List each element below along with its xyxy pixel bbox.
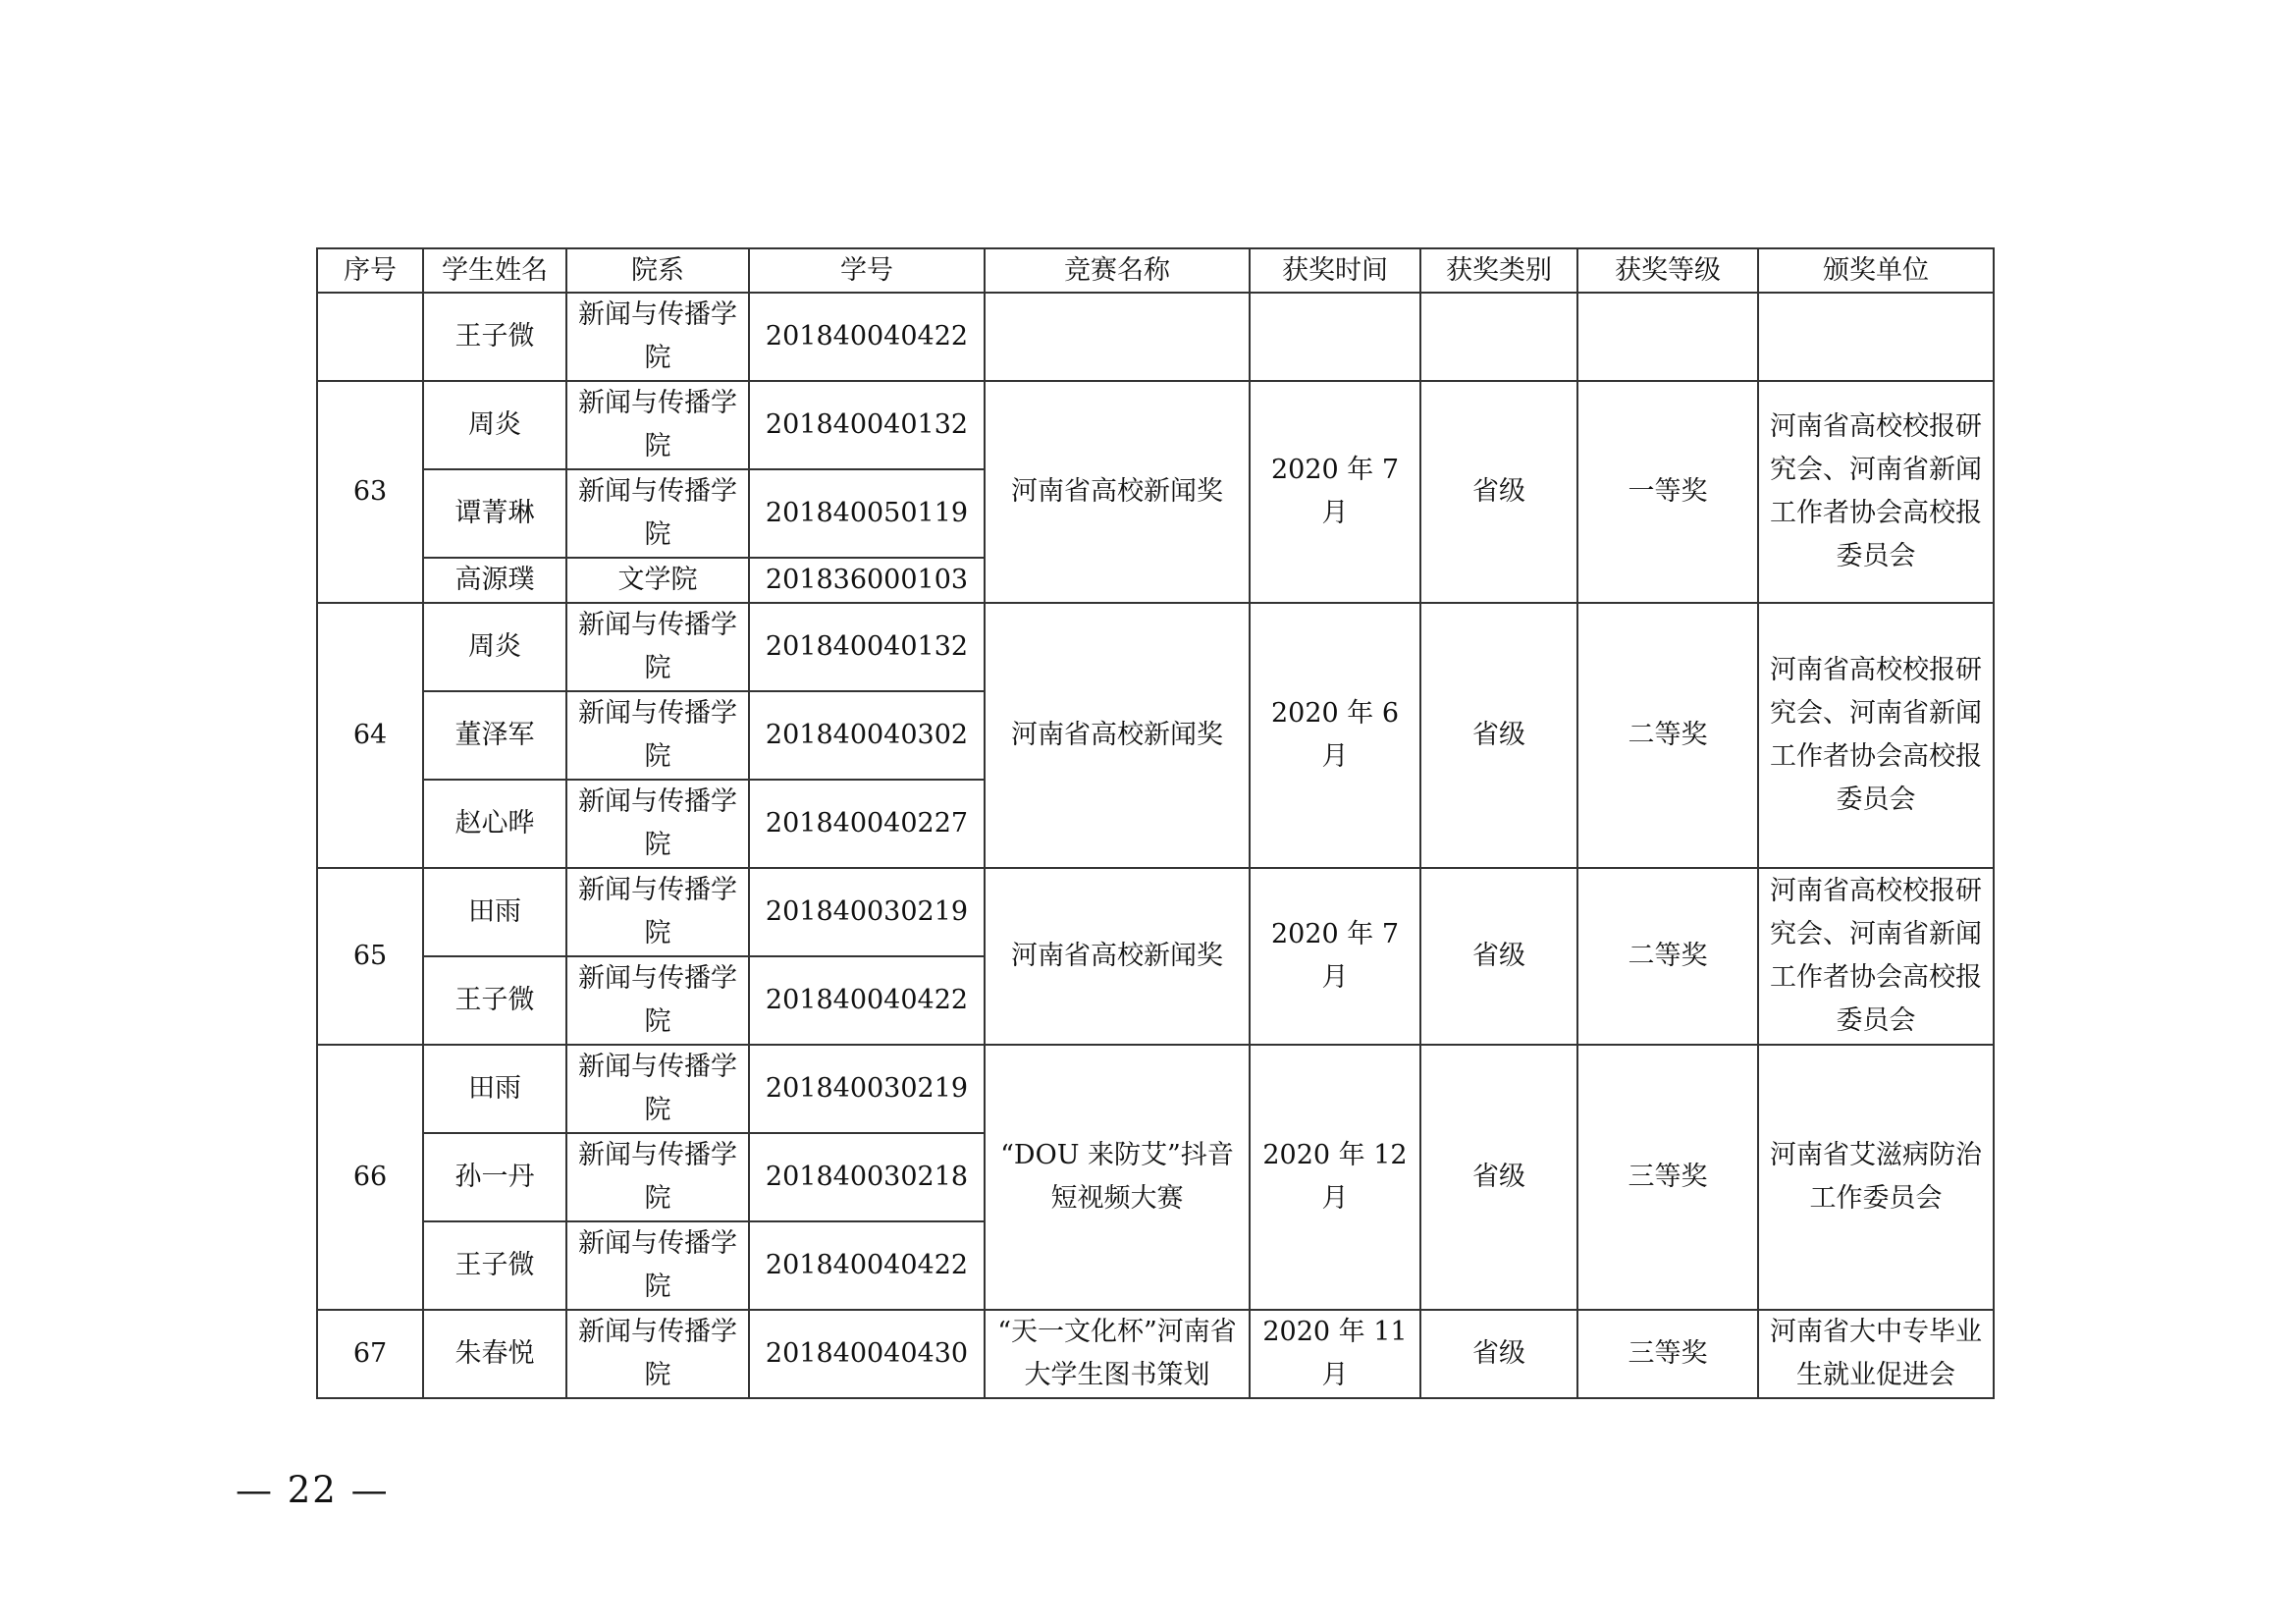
time-cell: 2020 年 7 月 [1250,868,1420,1045]
issuer-cell: 河南省高校校报研究会、河南省新闻工作者协会高校报委员会 [1758,603,1994,868]
issuer-cell: 河南省大中专毕业生就业促进会 [1758,1310,1994,1398]
level-cell: 二等奖 [1577,868,1758,1045]
name-cell: 赵心晔 [423,780,566,868]
table-row [317,603,1994,691]
seq-cell [317,293,423,381]
competition-cell: 河南省高校新闻奖 [985,868,1250,1045]
dept-cell: 新闻与传播学院 [566,956,749,1045]
table-row [317,1310,1994,1398]
name-cell: 谭菁琳 [423,469,566,558]
header-student-id: 学号 [749,248,985,293]
award-table [316,247,1995,1399]
id-cell: 201840040227 [749,780,985,868]
dept-cell: 文学院 [566,558,749,603]
name-cell: 田雨 [423,1045,566,1133]
id-cell: 201840050119 [749,469,985,558]
page-number: — 22 — [236,1469,390,1511]
dept-cell: 新闻与传播学院 [566,1221,749,1310]
time-cell: 2020 年 12 月 [1250,1045,1420,1310]
table-row [317,1045,1994,1133]
dept-cell: 新闻与传播学院 [566,868,749,956]
header-student-name: 学生姓名 [423,248,566,293]
header-department: 院系 [566,248,749,293]
seq-cell: 66 [317,1045,423,1310]
dept-cell: 新闻与传播学院 [566,1310,749,1398]
time-cell: 2020 年 7 月 [1250,381,1420,603]
id-cell: 201836000103 [749,558,985,603]
id-cell: 201840040422 [749,956,985,1045]
header-seq: 序号 [317,248,423,293]
id-cell: 201840030219 [749,868,985,956]
time-cell [1250,293,1420,381]
level-cell: 三等奖 [1577,1310,1758,1398]
id-cell: 201840040422 [749,293,985,381]
dept-cell: 新闻与传播学院 [566,603,749,691]
id-cell: 201840030218 [749,1133,985,1221]
category-cell: 省级 [1420,1045,1577,1310]
header-award-time: 获奖时间 [1250,248,1420,293]
seq-cell: 63 [317,381,423,603]
header-award-level: 获奖等级 [1577,248,1758,293]
name-cell: 王子微 [423,956,566,1045]
name-cell: 周炎 [423,603,566,691]
table-header-row [317,248,1994,293]
dept-cell: 新闻与传播学院 [566,691,749,780]
name-cell: 王子微 [423,293,566,381]
category-cell [1420,293,1577,381]
issuer-cell: 河南省艾滋病防治工作委员会 [1758,1045,1994,1310]
competition-cell: “DOU 来防艾”抖音短视频大赛 [985,1045,1250,1310]
level-cell [1577,293,1758,381]
time-cell: 2020 年 6 月 [1250,603,1420,868]
header-competition: 竞赛名称 [985,248,1250,293]
dept-cell: 新闻与传播学院 [566,1045,749,1133]
header-issuer: 颁奖单位 [1758,248,1994,293]
seq-cell: 64 [317,603,423,868]
name-cell: 周炎 [423,381,566,469]
dept-cell: 新闻与传播学院 [566,293,749,381]
issuer-cell [1758,293,1994,381]
name-cell: 董泽军 [423,691,566,780]
header-award-category: 获奖类别 [1420,248,1577,293]
name-cell: 高源璞 [423,558,566,603]
seq-cell: 65 [317,868,423,1045]
issuer-cell: 河南省高校校报研究会、河南省新闻工作者协会高校报委员会 [1758,381,1994,603]
id-cell: 201840040422 [749,1221,985,1310]
id-cell: 201840030219 [749,1045,985,1133]
id-cell: 201840040132 [749,603,985,691]
issuer-cell: 河南省高校校报研究会、河南省新闻工作者协会高校报委员会 [1758,868,1994,1045]
dept-cell: 新闻与传播学院 [566,469,749,558]
name-cell: 田雨 [423,868,566,956]
id-cell: 201840040302 [749,691,985,780]
table-row [317,868,1994,956]
time-cell: 2020 年 11 月 [1250,1310,1420,1398]
id-cell: 201840040132 [749,381,985,469]
competition-cell [985,293,1250,381]
table-row [317,293,1994,381]
table-row [317,381,1994,469]
competition-cell: 河南省高校新闻奖 [985,603,1250,868]
level-cell: 一等奖 [1577,381,1758,603]
name-cell: 王子微 [423,1221,566,1310]
name-cell: 朱春悦 [423,1310,566,1398]
dept-cell: 新闻与传播学院 [566,780,749,868]
category-cell: 省级 [1420,603,1577,868]
level-cell: 二等奖 [1577,603,1758,868]
competition-cell: 河南省高校新闻奖 [985,381,1250,603]
category-cell: 省级 [1420,1310,1577,1398]
level-cell: 三等奖 [1577,1045,1758,1310]
name-cell: 孙一丹 [423,1133,566,1221]
seq-cell: 67 [317,1310,423,1398]
category-cell: 省级 [1420,868,1577,1045]
category-cell: 省级 [1420,381,1577,603]
id-cell: 201840040430 [749,1310,985,1398]
dept-cell: 新闻与传播学院 [566,1133,749,1221]
dept-cell: 新闻与传播学院 [566,381,749,469]
competition-cell: “天一文化杯”河南省大学生图书策划 [985,1310,1250,1398]
